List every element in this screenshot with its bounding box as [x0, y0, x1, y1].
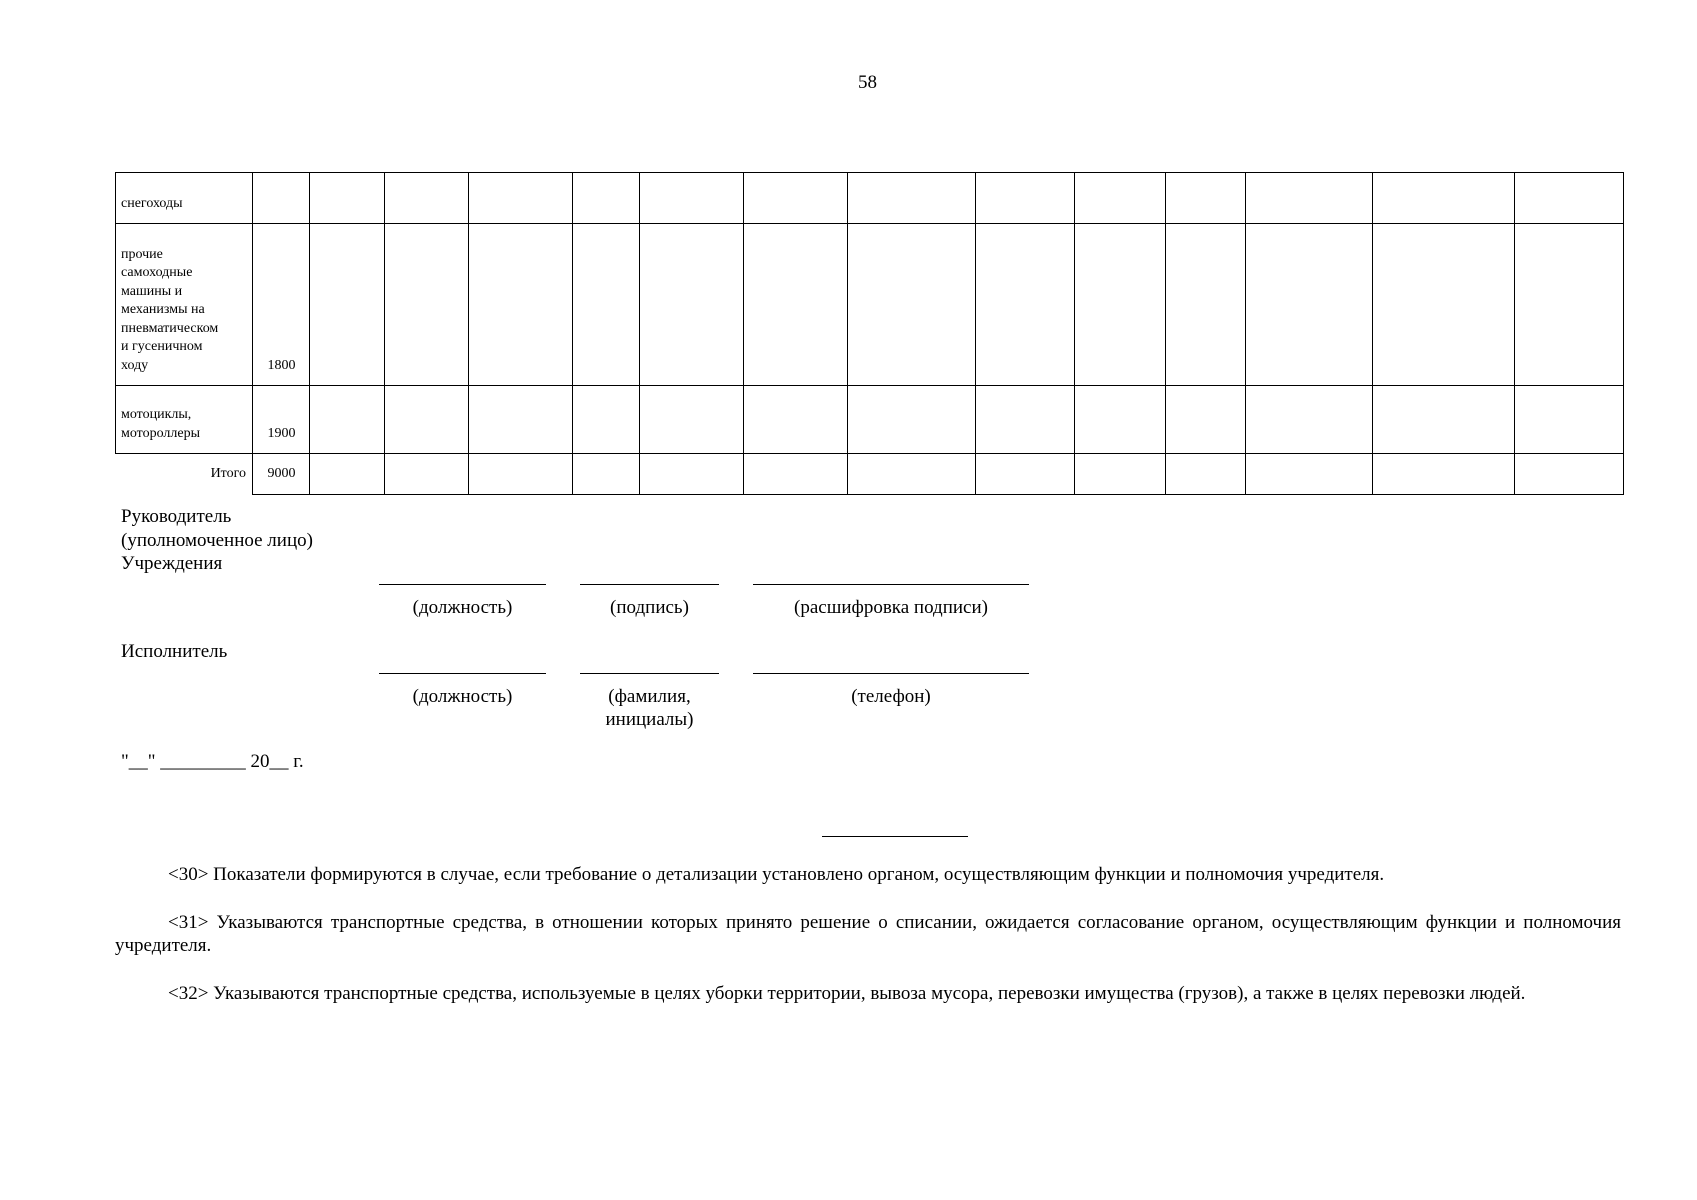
table-row — [116, 386, 1624, 454]
executor-name-caption: (фамилия, инициалы) — [605, 686, 694, 730]
row-name: прочие самоходные машины и механизмы на пневматическом и гусеничном ходу — [116, 224, 253, 386]
row-code: 1800 — [253, 224, 310, 386]
table-cell — [976, 224, 1075, 386]
table-cell — [1373, 173, 1515, 224]
head-position-line — [379, 584, 546, 585]
table-cell — [310, 386, 385, 454]
table-cell — [744, 224, 848, 386]
table-cell — [1166, 454, 1246, 495]
table-cell — [1373, 224, 1515, 386]
table-cell — [744, 386, 848, 454]
row-name: снегоходы — [116, 173, 253, 224]
table-cell — [469, 173, 573, 224]
executor-phone-caption: (телефон) — [851, 686, 931, 707]
row-code: 1900 — [253, 386, 310, 454]
table-cell — [744, 454, 848, 495]
footnote-31: <31> Указываются транспортные средства, в отношении которых принято решение о списании, ожидается согласование органом, осуществляющим функции и полномочия учредителя. — [115, 912, 1621, 956]
executor-name-line — [580, 673, 719, 674]
total-label: Итого — [116, 454, 253, 495]
table-cell — [848, 454, 976, 495]
date-line: "__" _________ 20__ г. — [121, 751, 304, 772]
executor-label: Исполнитель — [121, 641, 228, 662]
table-cell — [1166, 173, 1246, 224]
table-cell — [640, 386, 744, 454]
table-cell — [1166, 224, 1246, 386]
table-cell — [848, 386, 976, 454]
table-cell — [385, 386, 469, 454]
head-decoding-caption: (расшифровка подписи) — [794, 597, 988, 618]
head-signature-label: Руководитель (уполномоченное лицо) Учреждения — [121, 506, 313, 574]
table-cell — [640, 224, 744, 386]
footnote-32: <32> Указываются транспортные средства, используемые в целях уборки территории, вывоза мусора, перевозки имущества (грузов), а также в целях перевозки людей. — [168, 983, 1526, 1004]
table-cell — [385, 224, 469, 386]
table-cell — [1075, 454, 1166, 495]
table-row — [116, 173, 1624, 224]
table-cell — [976, 386, 1075, 454]
head-position-caption: (должность) — [412, 597, 513, 618]
executor-position-caption: (должность) — [412, 686, 513, 707]
vehicle-table — [115, 172, 1624, 495]
table-cell — [469, 386, 573, 454]
table-cell — [1246, 386, 1373, 454]
table-cell — [640, 454, 744, 495]
table-cell — [573, 386, 640, 454]
table-cell — [1515, 386, 1624, 454]
table-cell — [385, 454, 469, 495]
table-cell — [640, 173, 744, 224]
row-name: мотоциклы, мотороллеры — [116, 386, 253, 454]
table-cell — [1515, 454, 1624, 495]
table-cell — [1166, 386, 1246, 454]
executor-phone-line — [753, 673, 1029, 674]
footnote-separator — [822, 836, 968, 837]
row-code — [253, 173, 310, 224]
table-cell — [1515, 173, 1624, 224]
total-code: 9000 — [253, 454, 310, 495]
table-cell — [469, 454, 573, 495]
table-cell — [848, 173, 976, 224]
table-cell — [1075, 386, 1166, 454]
table-cell — [1246, 224, 1373, 386]
table-cell — [1075, 224, 1166, 386]
table-cell — [1075, 173, 1166, 224]
table-cell — [310, 224, 385, 386]
table-cell — [1373, 386, 1515, 454]
table-cell — [848, 224, 976, 386]
table-cell — [469, 224, 573, 386]
head-decoding-line — [753, 584, 1029, 585]
table-cell — [573, 173, 640, 224]
table-cell — [310, 454, 385, 495]
head-signature-line — [580, 584, 719, 585]
footnote-30: <30> Показатели формируются в случае, если требование о детализации установлено органом, осуществляющим функции и полномочия учредителя. — [168, 864, 1385, 885]
table-cell — [573, 454, 640, 495]
table-cell — [744, 173, 848, 224]
table-cell — [1373, 454, 1515, 495]
table-cell — [976, 454, 1075, 495]
head-signature-caption: (подпись) — [610, 597, 689, 618]
table-row-total — [116, 454, 1624, 495]
page-number: 58 — [858, 72, 877, 93]
table-cell — [385, 173, 469, 224]
table-row — [116, 224, 1624, 386]
table-cell — [1515, 224, 1624, 386]
table-cell — [1246, 454, 1373, 495]
executor-position-line — [379, 673, 546, 674]
table-cell — [573, 224, 640, 386]
table-cell — [976, 173, 1075, 224]
table-cell — [310, 173, 385, 224]
table-cell — [1246, 173, 1373, 224]
